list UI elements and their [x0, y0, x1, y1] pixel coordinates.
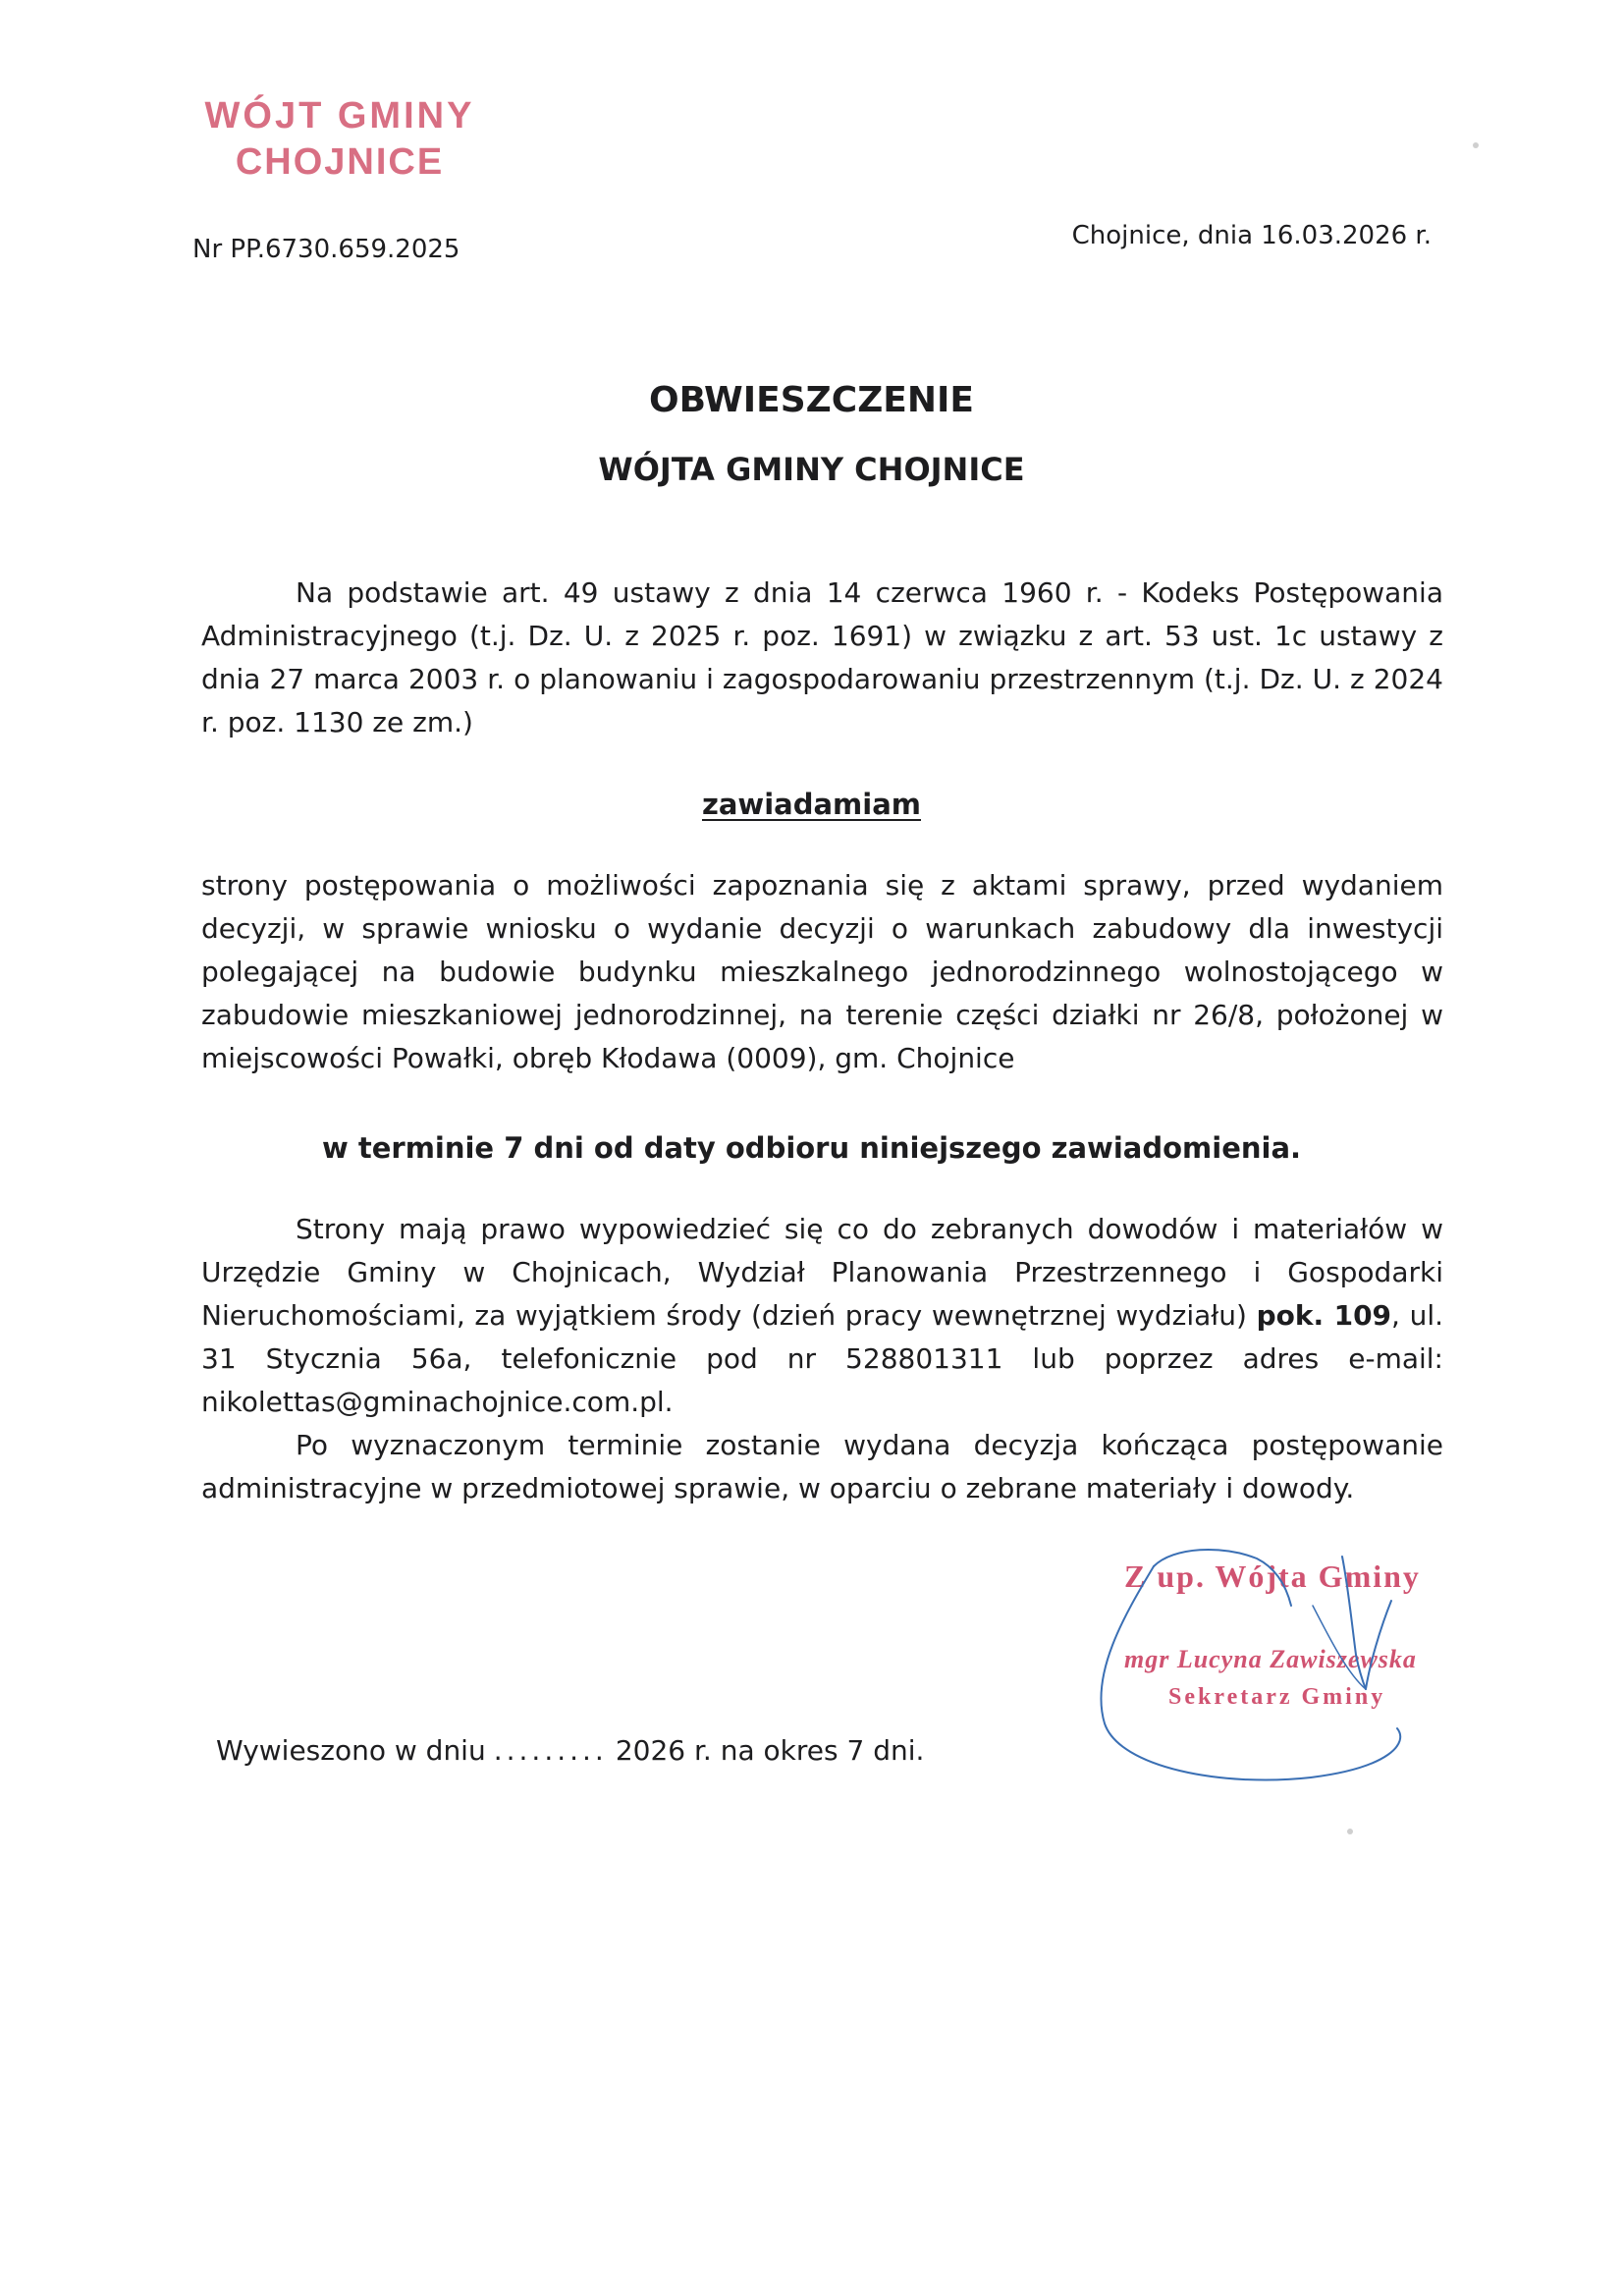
- rights-contact: , ul. 31 Stycznia 56a, telefonicznie pod nr 528801311 lub poprzez adres e-mail: nikolettas@gminachojnice.com.pl.: [201, 1299, 1443, 1418]
- document-subtitle: WÓJTA GMINY CHOJNICE: [598, 451, 1025, 488]
- case-number: Nr PP.6730.659.2025: [192, 235, 460, 264]
- subject-paragraph: strony postępowania o możliwości zapoznania się z aktami sprawy, przed wydaniem decyzji, w sprawie wniosku o wydanie decyzji o warunkach zabudowy dla inwestycji polegającej na budowie budynku mieszkalnego jednorodzinnego wolnostojącego w zabudowie mieszkaniowej jednorodzinnej, na terenie części działki nr 26/8, położonej w miejscowości Powałki, obręb Kłodawa (0009), gm. Chojnice: [201, 869, 1443, 1074]
- posted-prefix: Wywieszono w dniu: [216, 1734, 486, 1767]
- posted-suffix: 2026 r. na okres 7 dni.: [615, 1734, 925, 1767]
- decision-paragraph: Po wyznaczonym terminie zostanie wydana decyzja kończąca postępowanie administracyjne w przedmiotowej sprawie, w oparciu o zebrane materiały i dowody.: [201, 1429, 1443, 1504]
- header-stamp: [192, 93, 487, 186]
- signature-stamp-role: Sekretarz Gminy: [1168, 1684, 1386, 1710]
- place-date: Chojnice, dnia 16.03.2026 r.: [1071, 221, 1432, 250]
- header-stamp-line2: CHOJNICE: [235, 141, 445, 183]
- notice-word: zawiadamiam: [701, 788, 922, 821]
- signature-stamp: [1085, 1547, 1488, 1792]
- header-stamp-line1: WÓJT GMINY: [204, 95, 475, 137]
- scan-speck: [1473, 142, 1479, 148]
- legal-basis-paragraph: Na podstawie art. 49 ustawy z dnia 14 czerwca 1960 r. - Kodeks Postępowania Administracyjnego (t.j. Dz. U. z 2025 r. poz. 1691) w związku z art. 53 ust. 1c ustawy z dnia 27 marca 2003 r. o planowaniu i zagospodarowaniu przestrzennym (t.j. Dz. U. z 2024 r. poz. 1130 ze zm.): [201, 576, 1443, 738]
- signature-stamp-name: mgr Lucyna Zawiszewska: [1124, 1645, 1417, 1673]
- document-title: OBWIESZCZENIE: [648, 380, 975, 420]
- deadline-line: w terminie 7 dni od daty odbioru niniejszego zawiadomienia.: [321, 1131, 1302, 1165]
- rights-paragraph: [201, 1208, 1443, 1424]
- rights-text: Strony mają prawo wypowiedzieć się co do zebranych dowodów i materiałów w Urzędzie Gminy w Chojnicach, Wydział Planowania Przestrzennego i Gospodarki Nieruchomościami, za wyjątkiem środy (dzień pracy wewnętrznej wydziału): [201, 1213, 1443, 1332]
- posted-line: [216, 1733, 924, 1769]
- signature-stamp-authority: Z up. Wójta Gminy: [1124, 1558, 1421, 1594]
- posted-dots: .........: [493, 1734, 608, 1767]
- room-number: pok. 109: [1256, 1299, 1392, 1332]
- handwritten-signature: [1085, 1547, 1488, 1792]
- scan-speck: [1347, 1829, 1353, 1834]
